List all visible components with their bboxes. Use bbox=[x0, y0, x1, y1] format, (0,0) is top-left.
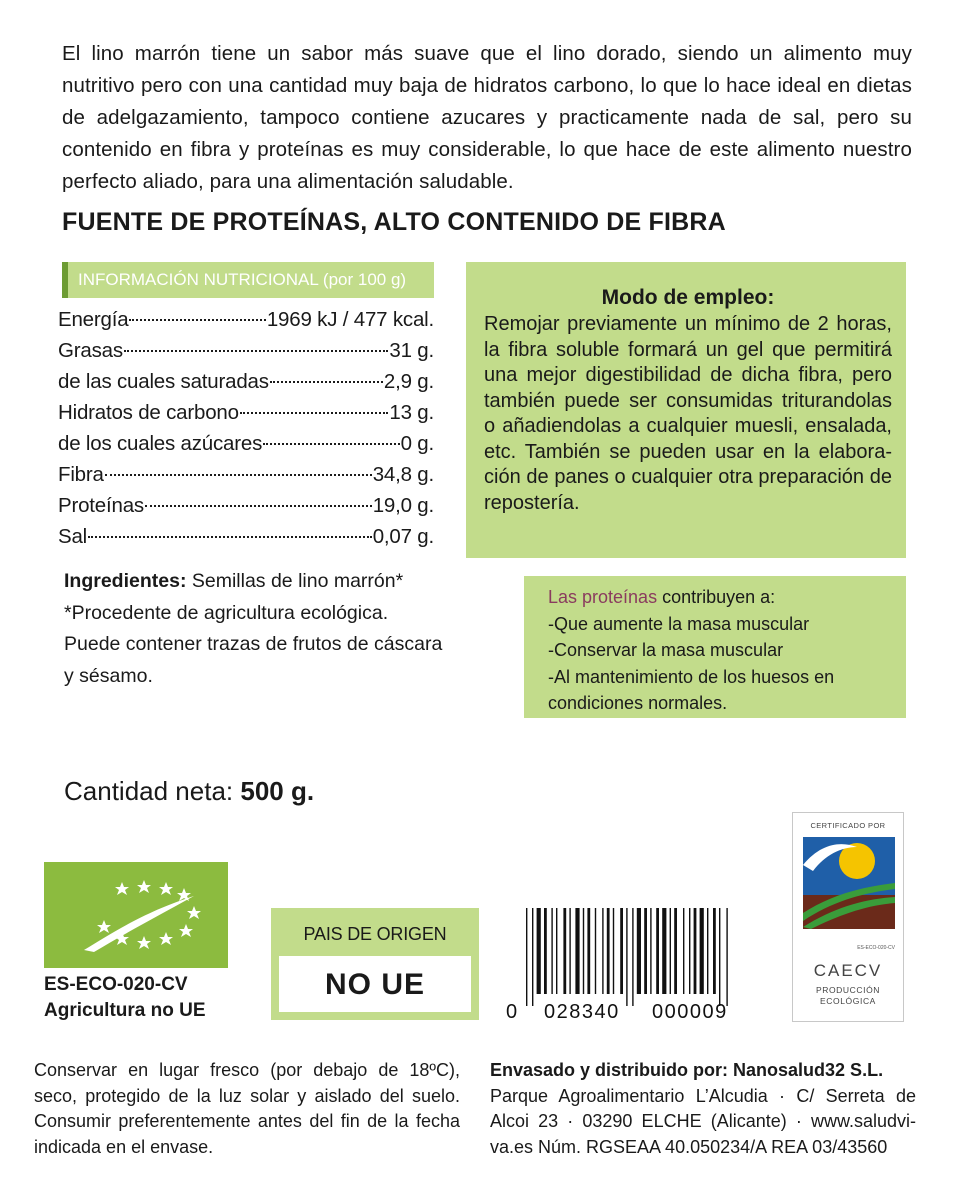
caecv-name: CAECV bbox=[813, 961, 883, 980]
barcode-bar bbox=[587, 908, 590, 994]
barcode-bar bbox=[607, 908, 610, 994]
barcode-digit-left: 0 bbox=[506, 1001, 518, 1023]
barcode-bar bbox=[575, 908, 579, 994]
nutrition-value: 19,0 g. bbox=[372, 494, 434, 517]
nutrition-row-fiber bbox=[58, 463, 434, 494]
barcode-bar bbox=[670, 908, 671, 994]
nutrition-label: Fibra bbox=[58, 463, 104, 486]
usage-panel bbox=[466, 262, 906, 558]
barcode-bar bbox=[689, 908, 690, 994]
nutrition-label: Hidratos de carbono bbox=[58, 401, 239, 424]
origin-box bbox=[271, 908, 479, 1020]
barcode-bar bbox=[613, 908, 614, 994]
barcode-bar bbox=[620, 908, 623, 994]
barcode-bar bbox=[726, 908, 727, 1006]
barcode-bar bbox=[644, 908, 647, 994]
barcode-bar bbox=[602, 908, 603, 994]
protein-keyword: Las proteínas bbox=[548, 587, 658, 607]
eu-organic-logo bbox=[44, 862, 228, 968]
ingredients-line bbox=[64, 566, 444, 598]
net-quantity-label: Cantidad neta: bbox=[64, 776, 234, 806]
barcode-bar bbox=[532, 908, 533, 1006]
nutrition-value: 1969 kJ / 477 kcal. bbox=[266, 308, 434, 331]
usage-text: Remojar previamente un mínimo de 2 horas, la fibra soluble formará un gel que permitirá una mejor digestibilidad de dicha fibra, pero también puede ser consumidas triturandolas o añadiendolas a cualquier muesli, ensalada, etc. También se pueden usar en la elaboración de panes o cualquier otra preparación de repostería. bbox=[484, 313, 892, 514]
nutrition-label: de los cuales azúcares bbox=[58, 432, 263, 455]
caecv-certification-logo bbox=[792, 812, 904, 1022]
barcode-group-2: 000009 bbox=[652, 1001, 728, 1023]
nutrition-value: 0 g. bbox=[400, 432, 434, 455]
barcode-bar bbox=[563, 908, 566, 994]
leader-dots bbox=[263, 443, 399, 445]
nutrition-table bbox=[58, 308, 434, 556]
allergen-warning: Puede contener trazas de frutos de cáscara y sésamo. bbox=[64, 633, 443, 687]
net-quantity bbox=[64, 776, 314, 807]
caecv-certified-by: CERTIFICADO POR bbox=[810, 821, 886, 830]
caecv-code: ES-ECO-020-CV bbox=[857, 945, 895, 951]
protein-claim: -Conservar la masa muscular bbox=[548, 640, 784, 660]
barcode-group-1: 028340 bbox=[544, 1001, 620, 1023]
barcode-bar bbox=[526, 908, 527, 1006]
distributor-address: Parque Agroalimentario L’Alcudia · C/ Serreta de Alcoi 23 · 03290 ELCHE (Alicante) · www.saludviva.es Núm. RGSEAA 40.050234/A REA 03/43560 bbox=[490, 1085, 916, 1157]
intro-paragraph: El lino marrón tiene un sabor más suave que el lino dorado, siendo un alimento muy nutritivo pero con una cantidad muy baja de hidratos carbono, lo que lo hace ideal en dietas de adelgazamiento, tampoco contiene azucares y practicamente nada de sal, pero su contenido en fibra y proteínas es muy considerable, lo que hace de este alimento nuestro perfecto aliado, para una alimentación saludable. bbox=[62, 42, 912, 193]
protein-claims-heading bbox=[548, 584, 896, 611]
ingredients-note: *Procedente de agricultura ecológica. bbox=[64, 601, 389, 624]
ingredients-label: Ingredientes: bbox=[64, 570, 187, 592]
barcode-bar bbox=[674, 908, 677, 994]
nutrition-label: Grasas bbox=[58, 339, 123, 362]
barcode-bar bbox=[700, 908, 704, 994]
nutrition-label: Sal bbox=[58, 525, 88, 548]
barcode-bar bbox=[719, 908, 720, 1006]
barcode-bar bbox=[656, 908, 659, 994]
nutrition-label: Energía bbox=[58, 308, 129, 331]
nutrition-label: de las cuales saturadas bbox=[58, 370, 269, 393]
ingredients-block bbox=[64, 566, 444, 692]
caecv-sub-line-2: ECOLÓGICA bbox=[820, 996, 876, 1006]
barcode-bar bbox=[650, 908, 651, 994]
barcode-bar bbox=[544, 908, 547, 994]
protein-claim: -Al mantenimiento de los huesos en condiciones normales. bbox=[548, 666, 835, 713]
nutrition-value: 2,9 g. bbox=[383, 370, 434, 393]
caecv-subtitle bbox=[793, 985, 903, 1007]
protein-intro: contribuyen a: bbox=[657, 587, 776, 607]
nutrition-row-protein bbox=[58, 494, 434, 525]
barcode-bar bbox=[569, 908, 570, 994]
leader-dots bbox=[129, 319, 265, 321]
eu-code-text: ES-ECO-020-CV bbox=[44, 974, 188, 995]
leader-dots bbox=[145, 505, 372, 507]
nutrition-value: 34,8 g. bbox=[372, 463, 434, 486]
barcode-bar bbox=[551, 908, 552, 994]
nutrition-value: 31 g. bbox=[389, 339, 434, 362]
barcode-bar bbox=[537, 908, 541, 994]
distributor-info bbox=[490, 1058, 916, 1160]
leader-dots bbox=[270, 381, 383, 383]
leader-dots bbox=[105, 474, 372, 476]
nutrition-row-salt bbox=[58, 525, 434, 556]
caecv-sub-line-1: PRODUCCIÓN bbox=[815, 985, 881, 995]
eu-leaf-stars-icon bbox=[44, 862, 228, 968]
nutrition-row-sugars bbox=[58, 432, 434, 463]
distributor-label: Envasado y distribuido por: Nanosalud32 S.L. bbox=[490, 1060, 884, 1080]
barcode-bar bbox=[632, 908, 633, 1006]
barcode bbox=[504, 906, 756, 1026]
eu-control-code bbox=[44, 972, 206, 1024]
nutrition-header: INFORMACIÓN NUTRICIONAL (por 100 g) bbox=[62, 262, 434, 298]
protein-claims-panel bbox=[524, 576, 906, 718]
barcode-bar bbox=[637, 908, 641, 994]
eu-origin-text: Agricultura no UE bbox=[44, 1000, 206, 1021]
nutrition-row-fat bbox=[58, 339, 434, 370]
nutrition-row-carbs bbox=[58, 401, 434, 432]
barcode-bar bbox=[595, 908, 596, 994]
nutrition-value: 0,07 g. bbox=[372, 525, 434, 548]
barcode-bar bbox=[683, 908, 684, 994]
ingredients-text: Semillas de lino marrón* bbox=[191, 570, 404, 592]
barcode-bar bbox=[713, 908, 716, 994]
nutrition-row-saturated bbox=[58, 370, 434, 401]
barcode-bar bbox=[626, 908, 627, 1006]
leader-dots bbox=[240, 412, 389, 414]
leader-dots bbox=[124, 350, 389, 352]
caecv-emblem-icon bbox=[801, 835, 897, 931]
leader-dots bbox=[88, 536, 372, 538]
nutrition-label: Proteínas bbox=[58, 494, 144, 517]
barcode-bar bbox=[694, 908, 697, 994]
origin-value: NO UE bbox=[279, 956, 471, 1012]
nutrition-row-energy bbox=[58, 308, 434, 339]
barcode-bar bbox=[662, 908, 666, 994]
nutrition-value: 13 g. bbox=[389, 401, 434, 424]
origin-title: PAIS DE ORIGEN bbox=[303, 924, 447, 944]
storage-instructions: Conservar en lugar fresco (por debajo de 18ºC), seco, protegido de la luz solar y aislado del suelo. Consumir preferentemente antes del fin de la fecha indicada en el envase. bbox=[34, 1060, 460, 1157]
net-quantity-value: 500 g. bbox=[240, 776, 315, 806]
protein-claim: -Que aumente la masa muscular bbox=[548, 613, 810, 634]
usage-title: Modo de empleo: bbox=[601, 286, 775, 309]
barcode-bar bbox=[556, 908, 557, 994]
barcode-bar bbox=[583, 908, 584, 994]
headline: FUENTE DE PROTEÍNAS, ALTO CONTENIDO DE FIBRA bbox=[62, 208, 726, 236]
barcode-bar bbox=[707, 908, 708, 994]
